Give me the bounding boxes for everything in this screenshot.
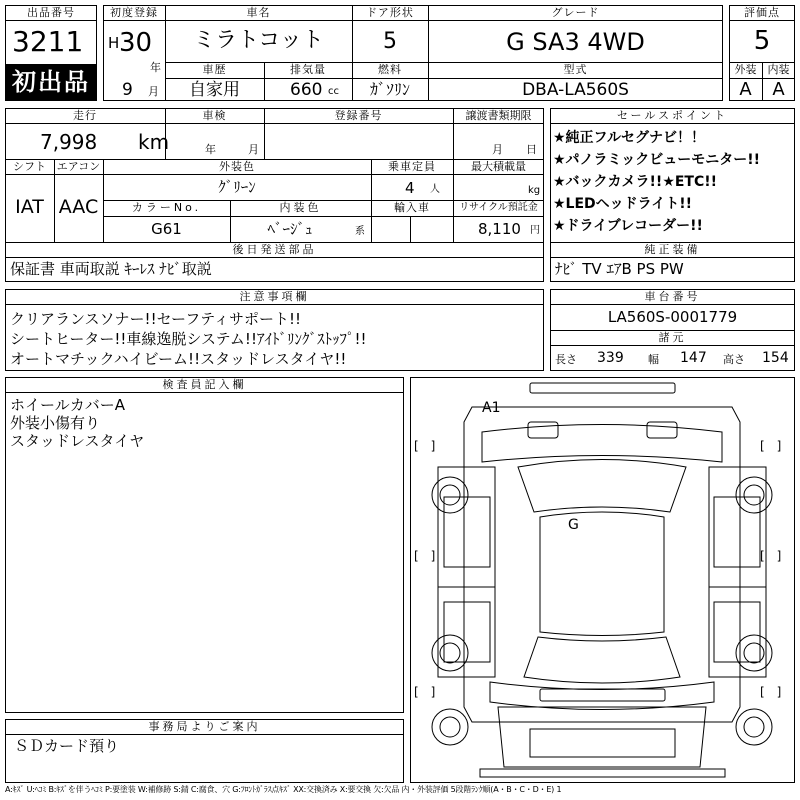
height-label: 高さ: [723, 353, 745, 366]
width-value: 147: [680, 350, 707, 366]
recycle-label: リサイクル預託金: [459, 202, 538, 213]
inspection-label: 車検: [202, 109, 227, 122]
lot-number: 3211: [12, 25, 84, 58]
later-parts-value: 保証書 車両取説 ｷｰﾚｽ ﾅﾋﾞ取説: [10, 260, 212, 278]
interior-grade-value: A: [772, 79, 785, 100]
exterior-grade-value: A: [739, 79, 752, 100]
diagram-bracket-left-2: [ ]: [414, 549, 436, 563]
registration-year-unit: 年: [150, 61, 161, 74]
registration-era: H: [108, 34, 120, 52]
color-no-value: G61: [151, 220, 182, 238]
max-load-label: 最大積載量: [471, 160, 526, 173]
car-diagram: [410, 377, 795, 783]
interior-grade-label: 内装: [767, 63, 790, 76]
chassis-value: LA560S-0001779: [607, 308, 738, 326]
chassis-label: 車台番号: [644, 290, 701, 303]
sales-point-5: ★ドライブレコーダー!!: [553, 218, 703, 234]
office-text: ＳＤカード預り: [14, 737, 120, 755]
exterior-color-label: 外装色: [219, 160, 255, 173]
displacement-label: 排気量: [290, 63, 326, 76]
registration-month-unit: 月: [148, 85, 159, 98]
inspector-text: ホイールカバーA 外装小傷有り スタッドレスタイヤ: [10, 396, 145, 450]
length-label: 長さ: [555, 353, 577, 366]
score-label: 評価点: [744, 6, 780, 19]
door-label: ドア形状: [366, 6, 414, 19]
equipment-value: ﾅﾋﾞ TV ｴｱB PS PW: [555, 260, 684, 278]
grade-value: G SA3 4WD: [506, 28, 645, 56]
sales-point-1: ★純正フルセグナビ！！: [553, 130, 705, 146]
diagram-bracket-right-1: [ ]: [760, 439, 782, 453]
registration-month: 9: [122, 80, 133, 100]
registration-year: 30: [119, 28, 153, 58]
sales-point-4: ★LEDヘッドライト!!: [553, 196, 693, 212]
specs-label: 諸元: [658, 331, 687, 344]
sales-point-3: ★バックカメラ!!★ETC!!: [553, 174, 718, 190]
capacity-label: 乗車定員: [388, 160, 436, 173]
lot-label: 出品番号: [27, 6, 75, 19]
diagram-bracket-right-2: [ ]: [760, 549, 782, 563]
shift-value: IAT: [15, 196, 44, 218]
diagram-bracket-right-3: [ ]: [760, 685, 782, 699]
inspection-month-unit: 月: [248, 143, 259, 156]
displacement-value: 660: [290, 80, 323, 100]
recycle-value: 8,110: [478, 220, 521, 238]
exterior-color-value: ｸﾞﾘｰﾝ: [218, 178, 256, 196]
car-name-label: 車名: [246, 6, 271, 19]
office-label: 事務局よりご案内: [148, 720, 261, 733]
max-load-unit: kg: [528, 185, 541, 196]
inspector-label: 検査員記入欄: [162, 378, 247, 391]
diagram-bracket-left-1: [ ]: [414, 439, 436, 453]
aircon-label: エアコン: [56, 160, 101, 173]
height-value: 154: [762, 350, 789, 366]
sales-point-2: ★パノラミックビューモニター!!: [553, 152, 761, 168]
first-listing-badge: 初出品: [5, 64, 97, 101]
fuel-label: 燃料: [378, 63, 402, 76]
capacity-unit: 人: [430, 184, 440, 195]
sales-points-label: セールスポイント: [616, 109, 728, 122]
diagram-mark-g: G: [568, 517, 579, 533]
transfer-label: 譲渡書類期限: [465, 109, 532, 122]
equipment-label: 純正装備: [644, 243, 701, 256]
interior-color-label: 内装色: [279, 201, 322, 214]
mileage-label: 走行: [73, 109, 97, 122]
recycle-unit: 円: [530, 225, 540, 236]
import-label: 輸入車: [394, 201, 430, 214]
car-name-value: ミラトコット: [193, 28, 324, 53]
history-value: 自家用: [189, 80, 240, 100]
length-value: 339: [597, 350, 624, 366]
mileage-unit: km: [138, 130, 170, 154]
model-code-label: 型式: [563, 63, 588, 76]
exterior-grade-label: 外装: [734, 63, 757, 76]
grade-label: グレード: [551, 6, 600, 19]
legend-text: A:ｷｽﾞ U:ﾍｺﾐ B:ｷｽﾞを伴うﾍｺﾐ P:要塗装 W:補修跡 S:錆 C:腐食、穴 G:ﾌﾛﾝﾄｶﾞﾗｽ点ｷｽﾞ XX:交換済み X:要交換 欠:欠品 内・外装評価 5段階ﾗﾝｸ順(A・B・C・D・E) 1: [5, 785, 562, 794]
color-no-label: カラーNo.: [131, 201, 202, 214]
displacement-unit: cc: [328, 86, 339, 97]
diagram-bracket-left-3: [ ]: [414, 685, 436, 699]
score-value: 5: [753, 26, 771, 56]
capacity-value: 4: [405, 179, 415, 197]
history-label: 車歴: [202, 63, 227, 76]
transfer-day-unit: 日: [526, 143, 537, 156]
inspection-year-unit: 年: [205, 143, 216, 156]
plate-label: 登録番号: [334, 109, 383, 122]
registration-label: 初度登録: [110, 6, 158, 19]
shift-label: シフト: [13, 160, 46, 173]
aircon-value: AAC: [58, 196, 99, 218]
mileage-value: 7,998: [40, 130, 98, 154]
notes-label: 注意事項欄: [239, 290, 310, 303]
diagram-mark-a1: A1: [482, 400, 501, 416]
interior-color-unit: 系: [355, 226, 365, 237]
transfer-month-unit: 月: [492, 143, 503, 156]
notes-text: クリアランスソナー!!セーフティサポート!! シートヒーター!!車線逸脱システム!!ｱｲﾄﾞﾘﾝｸﾞｽﾄｯﾌﾟ!! オートマチックハイビーム!!スタッドレスタイヤ!!: [10, 310, 367, 368]
door-value: 5: [383, 29, 397, 54]
model-code-value: DBA-LA560S: [522, 80, 629, 100]
fuel-value: ｶﾞｿﾘﾝ: [369, 80, 410, 99]
later-parts-label: 後日発送部品: [232, 243, 317, 256]
interior-color-value: ﾍﾞｰｼﾞｭ: [267, 220, 313, 238]
width-label: 幅: [648, 353, 659, 366]
